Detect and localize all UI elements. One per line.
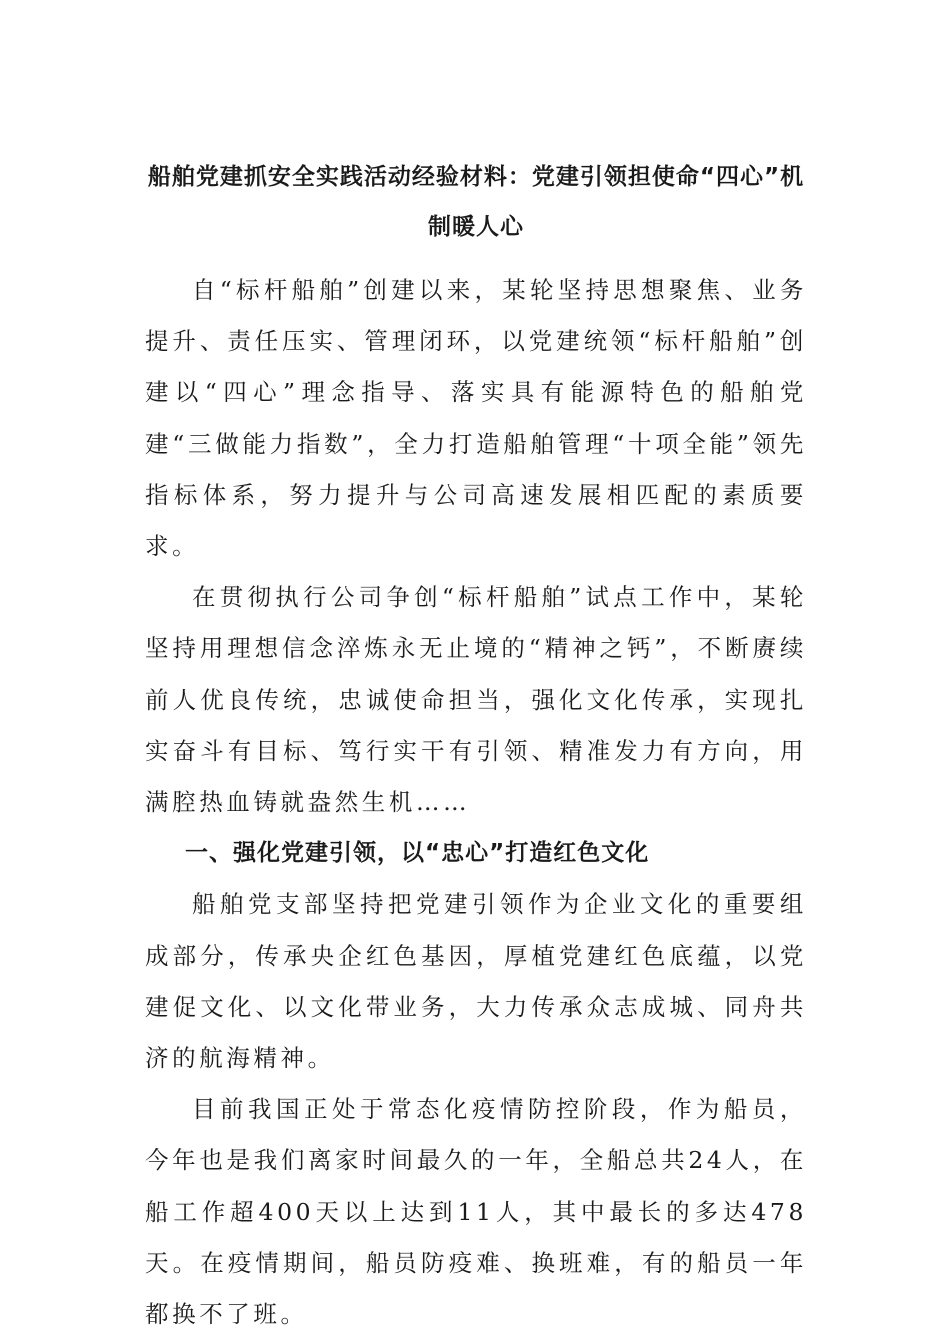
section-1-paragraph-2: 目前我国正处于常态化疫情防控阶段，作为船员，今年也是我们离家时间最久的一年，全船总共24人，在船工作超400天以上达到11人，其中最长的多达478天。在疫情期间，船员防疫难、换班难，有的船员一年都换不了班。 bbox=[145, 1095, 807, 1329]
section-1-paragraph-1: 船舶党支部坚持把党建引领作为企业文化的重要组成部分，传承央企红色基因，厚植党建红色底蕴，以党建促文化、以文化带业务，大力传承众志成城、同舟共济的航海精神。 bbox=[145, 890, 807, 1073]
intro-paragraph-1: 自“标杆船舶”创建以来，某轮坚持思想聚焦、业务提升、责任压实、管理闭环，以党建统领“标杆船舶”创建以“四心”理念指导、落实具有能源特色的船舶党建“三做能力指数”，全力打造船舶管理“十项全能”领先指标体系，努力提升与公司高速发展相匹配的素质要求。 bbox=[145, 276, 807, 561]
document-page bbox=[145, 152, 807, 1340]
document-title: 船舶党建抓安全实践活动经验材料：党建引领担使命“四心”机制暖人心 bbox=[147, 164, 805, 240]
intro-paragraph-2: 在贯彻执行公司争创“标杆船舶”试点工作中，某轮坚持用理想信念淬炼永无止境的“精神之钙”，不断赓续前人优良传统，忠诚使命担当，强化文化传承，实现扎实奋斗有目标、笃行实干有引领、精准发力有方向，用满腔热血铸就盎然生机…… bbox=[145, 583, 807, 817]
section-1-heading: 一、强化党建引领，以“忠心”打造红色文化 bbox=[185, 840, 650, 867]
